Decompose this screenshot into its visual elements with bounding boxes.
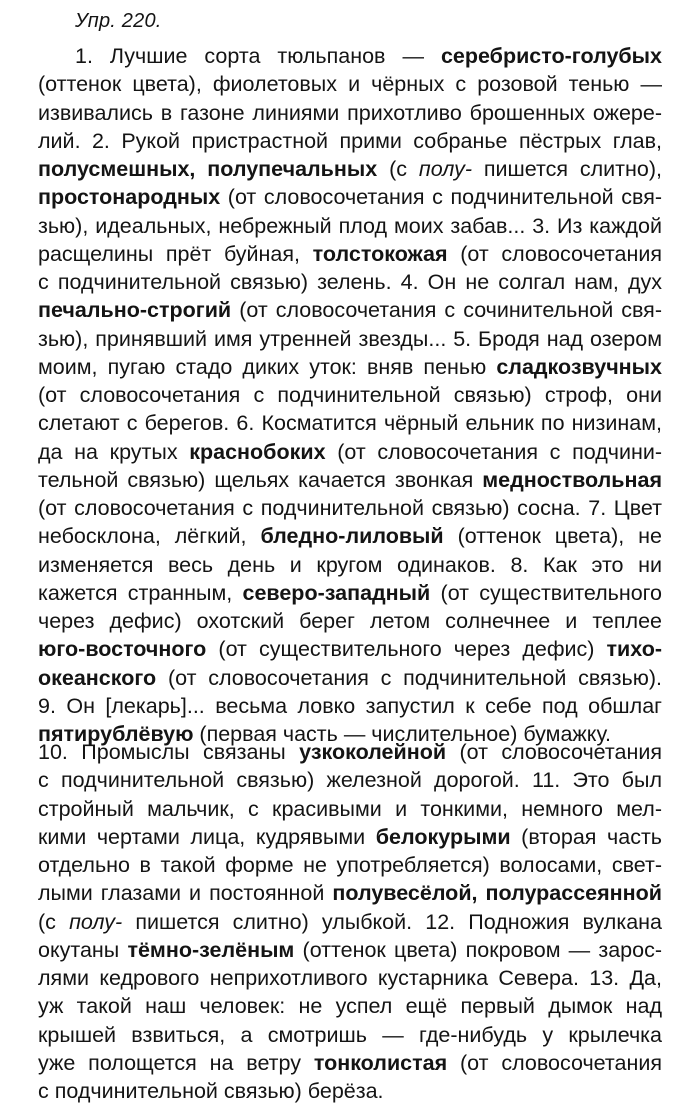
bold-term: тихо- xyxy=(606,637,662,662)
exercise-title: Упр. 220. xyxy=(75,10,162,32)
text-segment: (оттенок цвета), не xyxy=(443,524,662,549)
text-segment: 9. Он [лекарь]... весьма ловко запустил к себе под обшлаг xyxy=(38,693,662,718)
text-segment: пишется слитно) улыбкой. 12. Подножия вулкана xyxy=(122,909,662,934)
text-segment: отдельно в такой форме не употребляется) волосами, свет- xyxy=(38,853,662,877)
bold-term: краснобоких xyxy=(189,439,326,464)
text-line xyxy=(38,551,662,579)
text-segment: (от словосочетания с подчинительной связью). xyxy=(156,665,662,690)
bold-term: сладкозвучных xyxy=(496,354,662,379)
bold-term: простонародных xyxy=(38,185,221,210)
text-segment: лий. 2. Рукой пристрастной прими собранье пёстрых глав, xyxy=(38,128,662,153)
text-line xyxy=(38,692,662,720)
text-line xyxy=(38,155,662,183)
bold-term: северо-западный xyxy=(242,580,431,605)
text-line xyxy=(38,1049,662,1077)
text-segment: через дефис) охотский берег летом солнечнее и теплее xyxy=(38,609,662,633)
bold-term: печально-строгий xyxy=(38,298,232,323)
text-line xyxy=(38,296,662,324)
text-segment: крышей взвиться, а смотришь — где-нибудь у крылечка xyxy=(38,1022,662,1047)
bold-term: тонколистая xyxy=(313,1050,448,1075)
text-segment: да на крутых xyxy=(38,439,190,464)
bold-term: узкоколейной xyxy=(299,740,447,764)
text-segment: (первая часть — числительное) бумажку. xyxy=(193,722,612,746)
text-segment: (от словосочетания xyxy=(447,1050,662,1075)
text-line xyxy=(38,183,662,211)
text-line xyxy=(38,494,662,522)
text-line xyxy=(38,1021,662,1049)
text-segment: стройный мальчик, с красивыми и тонкими, немного мел- xyxy=(38,796,662,821)
text-line xyxy=(38,268,662,296)
text-segment: (от существительного через дефис) xyxy=(206,637,607,662)
bold-term: юго-восточного xyxy=(38,637,207,662)
bold-term: океанского xyxy=(38,665,157,690)
text-segment: (от словосочетания с подчинительной связью) сосна. 7. Цвет xyxy=(38,496,662,520)
italic-term: полу- xyxy=(69,909,123,934)
text-segment: (вторая часть xyxy=(510,824,662,849)
text-segment: (с xyxy=(377,157,419,181)
text-line xyxy=(38,607,662,635)
text-segment: тельной связью) щельях качается звонкая xyxy=(38,467,483,492)
text-segment: (с xyxy=(38,909,70,934)
text-segment: изменяется весь день и кругом одинаков. 8. Как это ни xyxy=(38,552,662,577)
text-segment: лыми глазами и постоянной xyxy=(38,881,333,906)
bold-term: полувесёлой, полурассеянной xyxy=(332,881,662,906)
text-line xyxy=(38,664,662,692)
text-segment: (от словосочетания xyxy=(446,740,662,764)
text-line xyxy=(38,353,662,381)
text-line xyxy=(38,851,662,879)
italic-term: полу- xyxy=(418,157,472,181)
text-segment: с подчинительной связью) зелень. 4. Он не солгал нам, дух xyxy=(38,270,662,294)
text-segment: (от словосочетания с подчинительной связью) строф, они xyxy=(38,383,662,407)
text-segment: (от словосочетания с сочинительной свя- xyxy=(231,298,662,323)
text-line xyxy=(38,992,662,1020)
text-line xyxy=(38,766,662,794)
text-line xyxy=(38,936,662,964)
text-line xyxy=(38,823,662,851)
text-segment: 10. Промыслы связаны xyxy=(38,740,300,764)
bold-term: бледно-лиловый xyxy=(260,524,444,549)
text-segment: извивались в газоне линиями прихотливо брошенных ожере- xyxy=(38,100,662,125)
text-segment: расщелины прёт буйная, xyxy=(38,241,313,266)
text-line xyxy=(38,579,662,607)
text-line xyxy=(38,466,662,494)
text-segment: (оттенок цвета) покровом — зарос- xyxy=(294,937,662,962)
bold-term: пятирублёвую xyxy=(38,722,194,746)
text-line xyxy=(38,879,662,907)
text-segment: 1. Лучшие сорта тюльпанов — xyxy=(75,44,441,68)
text-segment: (от словосочетания с подчини- xyxy=(325,439,662,464)
text-segment: зью), принявший имя утренней звезды... 5. Бродя над озером xyxy=(38,326,662,351)
text-line xyxy=(38,738,662,766)
text-line xyxy=(38,99,662,127)
text-segment: уже полощется на ветру xyxy=(38,1050,314,1075)
text-segment: кими чертами лица, кудрявыми xyxy=(38,824,376,849)
text-line xyxy=(38,438,662,466)
text-line xyxy=(38,70,662,98)
text-line xyxy=(38,212,662,240)
bold-term: белокурыми xyxy=(375,824,511,849)
text-segment: с подчинительной связью) железной дорогой. 11. Это был xyxy=(38,768,662,793)
text-segment: моим, пугаю стадо диких уток: вняв пенью xyxy=(38,354,497,379)
text-segment: пишется слитно), xyxy=(472,157,662,181)
text-line xyxy=(38,1077,662,1105)
bold-term: серебристо-голубых xyxy=(440,44,662,68)
text-line xyxy=(38,795,662,823)
text-segment: зью), идеальных, небрежный плод моих забав... 3. Из каждой xyxy=(38,213,662,238)
text-segment: небосклона, лёгкий, xyxy=(38,524,261,549)
text-line xyxy=(38,240,662,268)
text-line xyxy=(38,964,662,992)
text-segment: кажется странным, xyxy=(38,580,243,605)
text-segment: уж такой наш человек: не успел ещё первый дымок над xyxy=(38,994,662,1019)
text-segment: слетают с берегов. 6. Косматится чёрный ельник по низинам, xyxy=(38,411,662,436)
text-segment: с подчинительной связью) берёза. xyxy=(38,1079,384,1103)
text-segment: (от существительного xyxy=(430,580,662,605)
text-segment: (оттенок цвета), фиолетовых и чёрных с розовой тенью — xyxy=(38,72,662,97)
text-segment: (от словосочетания xyxy=(447,241,662,266)
bold-term: полусмешных, полупечальных xyxy=(38,157,378,181)
text-segment: лями кедрового неприхотливого кустарника Севера. 13. Да, xyxy=(38,966,662,990)
text-segment: (от словосочетания с подчинительной свя- xyxy=(220,185,662,210)
bold-term: тёмно-зелёным xyxy=(127,937,295,962)
text-segment: окутаны xyxy=(38,937,128,962)
bold-term: толстокожая xyxy=(312,241,448,266)
text-line xyxy=(38,908,662,936)
text-line xyxy=(38,409,662,437)
text-line xyxy=(38,381,662,409)
text-line xyxy=(38,325,662,353)
text-line xyxy=(38,127,662,155)
text-line xyxy=(75,42,662,70)
bold-term: медноствольная xyxy=(482,467,662,492)
text-line xyxy=(38,635,662,663)
text-line xyxy=(38,522,662,550)
